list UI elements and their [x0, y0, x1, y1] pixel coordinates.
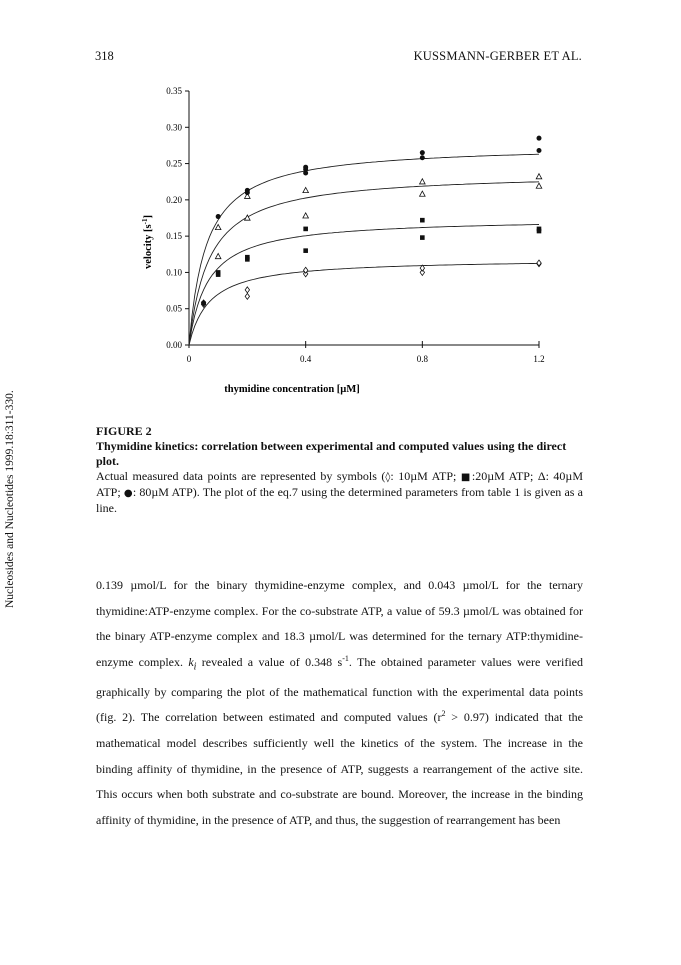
para-text-4: > 0.97) indicated that the mathematical model describes sufficiently well the kinetics of the system. The increase in the binding affinity of thymidine, in the presence of ATP, suggests a rearrangement of the active site. This occurs when both substrate and co-substrate are bound. Moreover, the increase in the binding affinity of thymidine, in the presence of ATP, and thus, the suggestion of rearrangement has been [96, 710, 583, 827]
r-squared-exponent: 2 [441, 709, 446, 719]
caption-text-3: :20µM ATP; [471, 469, 538, 483]
y-tick-label: 0.05 [166, 303, 182, 314]
x-tick-label: 1.2 [533, 354, 545, 364]
fit-curve [189, 263, 539, 345]
caption-text-1: Actual measured data points are represented by symbols ( [96, 469, 386, 483]
kinetics-chart [125, 82, 565, 402]
data-point-triangle [215, 253, 221, 258]
para-text-2: revealed a value of 0.348 s [196, 654, 343, 669]
chart-axes [166, 86, 544, 364]
k-subscript: i [193, 661, 197, 673]
side-note [0, 0, 20, 965]
data-point-circle [420, 155, 425, 160]
open-triangle-icon: Δ [537, 469, 546, 483]
fit-curve [189, 154, 539, 345]
caption-text-5: : 80µM ATP). The plot of the eq.7 using the determined parameters from table 1 is given as a line. [96, 485, 583, 515]
figure-label: FIGURE 2 [96, 424, 152, 438]
data-point-triangle [420, 191, 426, 196]
data-point-diamond [245, 293, 249, 299]
y-tick-label: 0.15 [166, 231, 182, 242]
y-tick-label: 0.35 [166, 86, 182, 96]
data-point-square [420, 218, 425, 223]
filled-square-icon: ■ [460, 472, 472, 483]
figure-title: Thymidine kinetics: correlation between experimental and computed values using the direct plot. [96, 439, 567, 468]
data-point-square [216, 272, 221, 277]
x-tick-label: 0.8 [416, 354, 428, 364]
data-point-circle [245, 188, 250, 193]
data-point-square [303, 248, 308, 253]
x-tick-label: 0 [186, 354, 192, 364]
data-point-circle [537, 148, 542, 153]
data-point-triangle [420, 179, 426, 184]
caption-text-4: : 40µM ATP; [96, 469, 584, 499]
x-axis-label: thymidine concentration [µM] [224, 384, 360, 395]
y-tick-label: 0.30 [166, 122, 182, 133]
data-point-square [537, 229, 542, 234]
data-point-diamond [245, 287, 249, 293]
data-point-circle [303, 165, 308, 170]
figure-description [96, 469, 583, 516]
open-diamond-icon: ◊ [385, 472, 391, 483]
y-axis-label: velocity $[s^{-1}]$ [141, 215, 154, 269]
y-tick-label: 0.25 [166, 158, 182, 169]
fit-curve [189, 225, 539, 346]
caption-text-2: : 10µM ATP; [390, 469, 461, 483]
data-point-circle [216, 214, 221, 219]
page-number: 318 [95, 49, 114, 63]
filled-circle-icon: ● [123, 488, 133, 499]
para-text-3: . The obtained parameter values were verified graphically by comparing the plot of the mathematical function with the experimental data points (fig. 2). The correlation between estimated and computed values (r [96, 654, 583, 725]
data-point-circle [420, 150, 425, 155]
data-point-triangle [536, 183, 542, 188]
para-text-1: 0.139 µmol/L for the binary thymidine-enzyme complex, and 0.043 µmol/L for the ternary thymidine:ATP-enzyme complex. For the co-substrate ATP, a value of 59.3 µmol/L was obtained for the binary ATP-enzyme complex and 18.3 µmol/L was determined for the ternary ATP:thymidine-enzyme complex. [96, 578, 583, 669]
data-points [201, 136, 542, 308]
y-tick-label: 0.20 [166, 194, 182, 205]
body-paragraph [96, 573, 583, 833]
data-point-circle [201, 300, 206, 305]
page-header [95, 49, 582, 67]
data-point-square [303, 227, 308, 232]
data-point-triangle [303, 213, 309, 218]
side-note-text: Nucleosides and Nucleotides 1999.18:311-330. [4, 390, 16, 608]
data-point-triangle [536, 174, 542, 179]
fit-curve [189, 182, 539, 345]
data-point-circle [537, 136, 542, 141]
running-author: KUSSMANN-GERBER ET AL. [413, 49, 582, 63]
data-point-square [420, 235, 425, 240]
x-tick-label: 0.4 [300, 354, 312, 364]
k-symbol: k [188, 654, 194, 669]
figure-caption [96, 424, 583, 516]
data-point-triangle [303, 187, 309, 192]
fit-curves [189, 154, 539, 345]
data-point-triangle [215, 224, 221, 229]
data-point-square [245, 255, 250, 260]
y-tick-label: 0.00 [166, 340, 182, 350]
y-tick-label: 0.10 [166, 267, 182, 278]
unit-exponent: -1 [342, 653, 349, 663]
